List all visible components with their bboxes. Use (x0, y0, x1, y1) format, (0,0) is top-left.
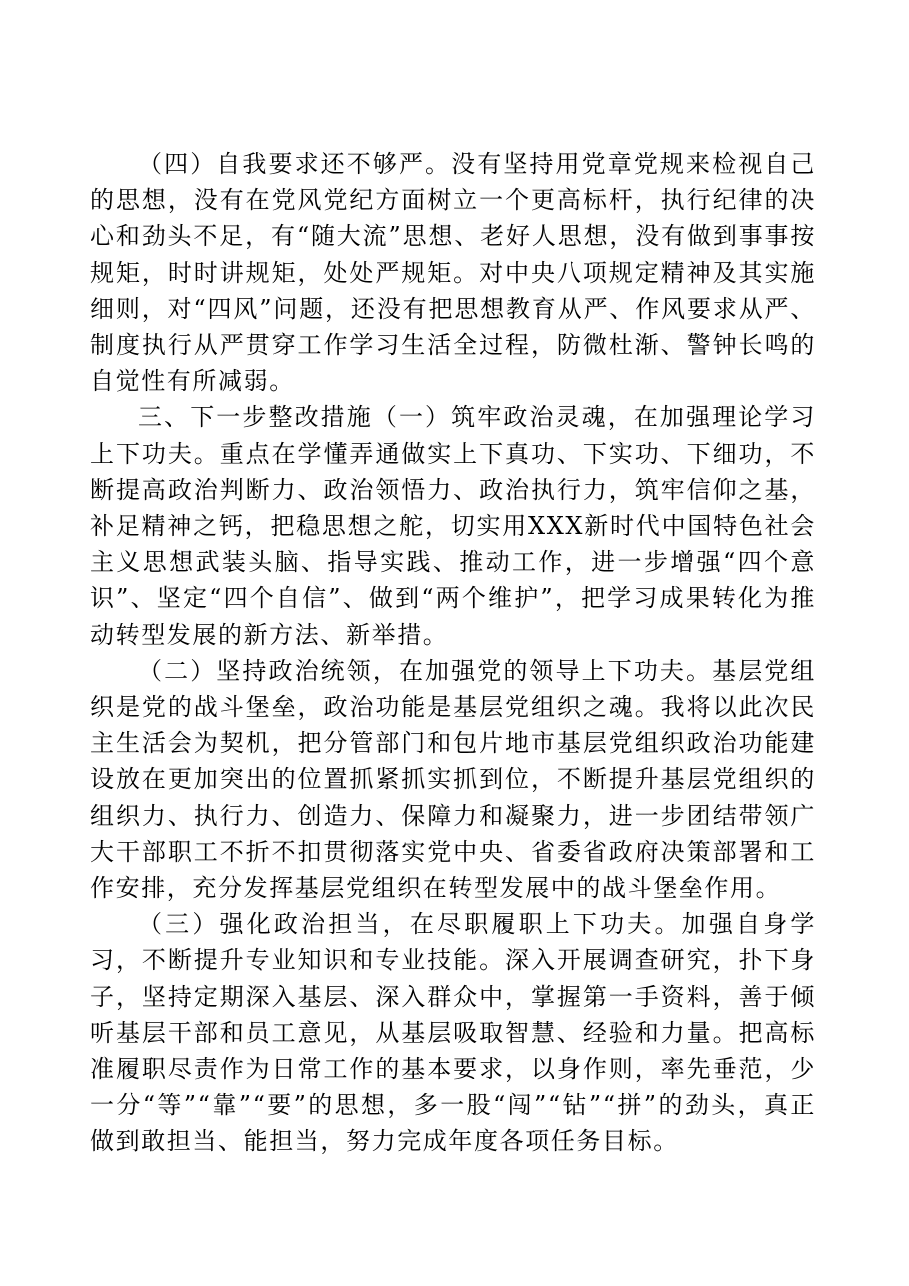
paragraph-political-leadership: （二）坚持政治统领，在加强党的领导上下功夫。基层党组织是党的战斗堡垒，政治功能是基层党组织之魂。我将以此次民主生活会为契机，把分管部门和包片地市基层党组织政治功能建设放在更加突出的位置抓紧抓实抓到位，不断提升基层党组织的组织力、执行力、创造力、保障力和凝聚力，进一步团结带领广大干部职工不折不扣贯彻落实党中央、省委省政府决策部署和工作安排，充分发挥基层党组织在转型发展中的战斗堡垒作用。 (90, 656, 816, 903)
document-body (90, 146, 816, 1160)
paragraph-rectification-measures: 三、下一步整改措施（一）筑牢政治灵魂，在加强理论学习上下功夫。重点在学懂弄通做实上下真功、下实功、下细功，不断提高政治判断力、政治领悟力、政治执行力，筑牢信仰之基，补足精神之钙，把稳思想之舵，切实用XXX新时代中国特色社会主义思想武装头脑、指导实践、推动工作，进一步增强“四个意识”、坚定“四个自信”、做到“两个维护”，把学习成果转化为推动转型发展的新方法、新举措。 (90, 403, 816, 649)
paragraph-political-responsibility: （三）强化政治担当，在尽职履职上下功夫。加强自身学习，不断提升专业知识和专业技能。深入开展调查研究，扑下身子，坚持定期深入基层、深入群众中，掌握第一手资料，善于倾听基层干部和员工意见，从基层吸取智慧、经验和力量。把高标准履职尽责作为日常工作的基本要求，以身作则，率先垂范，少一分“等”“靠”“要”的思想，多一股“闯”“钻”“拼”的劲头，真正做到敢担当、能担当，努力完成年度各项任务目标。 (90, 910, 816, 1156)
paragraph-self-discipline: （四）自我要求还不够严。没有坚持用党章党规来检视自己的思想，没有在党风党纪方面树立一个更高标杆，执行纪律的决心和劲头不足，有“随大流”思想、老好人思想，没有做到事事按规矩，时时讲规矩，处处严规矩。对中央八项规定精神及其实施细则，对“四风”问题，还没有把思想教育从严、作风要求从严、制度执行从严贯穿工作学习生活全过程，防微杜渐、警钟长鸣的自觉性有所减弱。 (90, 150, 816, 396)
